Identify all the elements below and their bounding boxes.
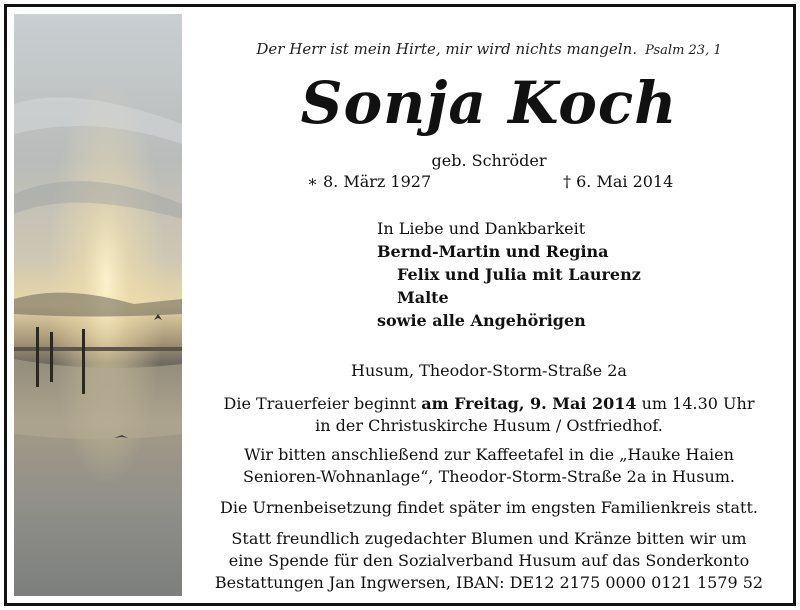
donation-line: eine Spende für den Sozialverband Husum auf das Sonderkonto	[228, 551, 750, 570]
mourner-name: Felix und Julia mit Laurenz	[397, 265, 641, 284]
reception-info	[185, 444, 793, 488]
mourners-list	[377, 217, 641, 332]
sunset-beach-photo	[14, 14, 182, 596]
psalm-text: Der Herr ist mein Hirte, mir wird nichts mangeln.	[256, 40, 638, 58]
psalm-reference: Psalm 23, 1	[645, 43, 722, 58]
birth-name: geb. Schröder	[431, 151, 547, 170]
notice-text	[185, 7, 793, 603]
life-dates	[185, 172, 793, 194]
funeral-place: in der Christuskirche Husum / Ostfriedhof.	[315, 416, 663, 435]
donation-info	[185, 528, 793, 594]
deceased-name: Sonja Koch	[300, 69, 678, 137]
birth-date: ∗ 8. März 1927	[307, 172, 432, 191]
urn-burial-info: Die Urnenbeisetzung findet später im engsten Familienkreis statt.	[220, 498, 758, 517]
funeral-time: um 14.30 Uhr	[641, 394, 755, 413]
mourner-name: Bernd-Martin und Regina	[377, 242, 609, 261]
reception-line: Wir bitten anschließend zur Kaffeetafel in die „Hauke Haien	[244, 445, 734, 464]
mourner-name: sowie alle Angehörigen	[377, 311, 586, 330]
mourner-name: Malte	[397, 288, 449, 307]
death-date: † 6. Mai 2014	[563, 172, 674, 191]
reception-line: Senioren-Wohnanlage“, Theodor-Storm-Straße 2a in Husum.	[242, 467, 736, 486]
psalm-quote	[185, 40, 793, 58]
funeral-prefix: Die Trauerfeier beginnt	[223, 394, 417, 413]
obituary-notice	[4, 4, 796, 606]
family-address: Husum, Theodor-Storm-Straße 2a	[351, 361, 627, 380]
funeral-info	[185, 393, 793, 437]
mourners-intro: In Liebe und Dankbarkeit	[377, 219, 586, 238]
donation-line: Statt freundlich zugedachter Blumen und Kränze bitten wir um	[231, 529, 747, 548]
funeral-date: am Freitag, 9. Mai 2014	[421, 394, 637, 413]
donation-line: Bestattungen Jan Ingwersen, IBAN: DE12 2175 0000 0121 1579 52	[214, 573, 764, 592]
